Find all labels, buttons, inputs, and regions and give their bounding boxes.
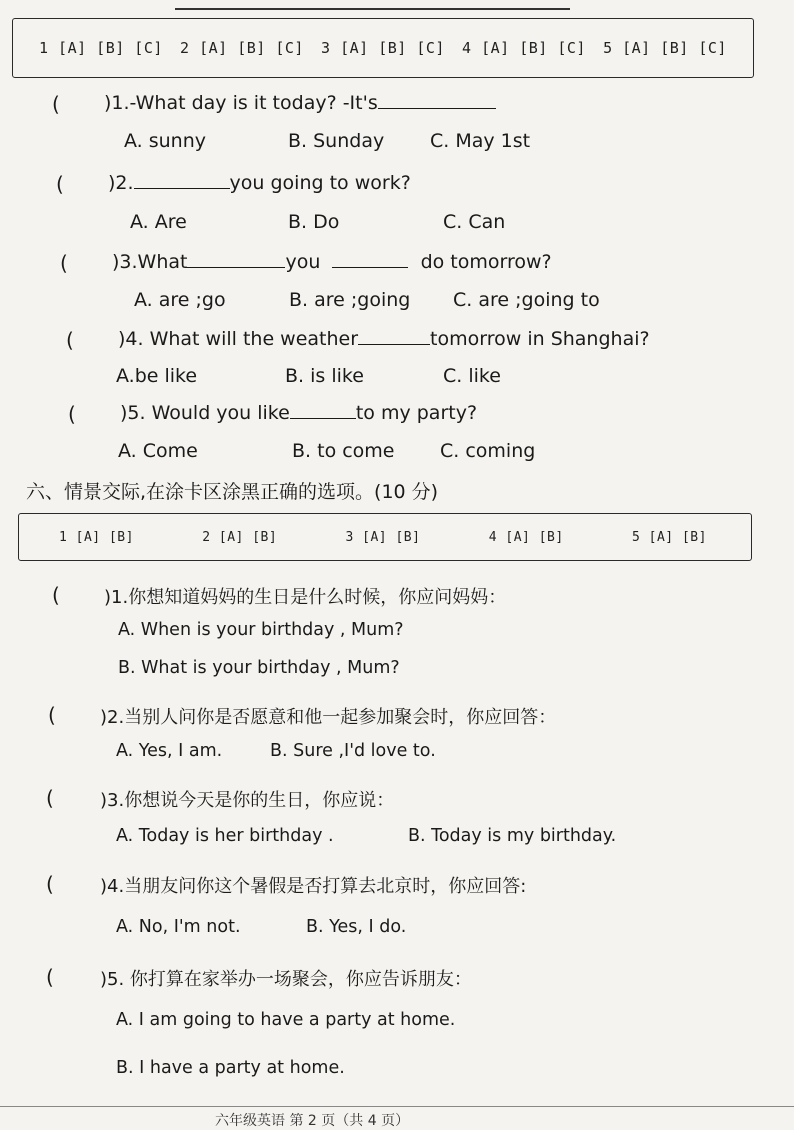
question-text: )3.What bbox=[112, 251, 188, 273]
question-5-3 bbox=[112, 251, 552, 273]
answer-slot-3[interactable]: 3 [A] [B] [C] bbox=[321, 39, 445, 57]
fill-blank[interactable] bbox=[187, 267, 285, 268]
option-b: B. to come bbox=[292, 440, 395, 462]
question-text: )1.-What day is it today? -It's bbox=[104, 92, 378, 114]
question-text: to my party? bbox=[355, 402, 478, 424]
answer-slot-4[interactable]: 4 [A] [B] bbox=[488, 529, 564, 545]
answer-slot-1[interactable]: 1 [A] [B] bbox=[59, 529, 134, 545]
answer-slot-4[interactable]: 4 [A] [B] [C] bbox=[462, 39, 586, 57]
answer-paren: ( bbox=[56, 172, 64, 196]
option-a: A. I am going to have a party at home. bbox=[116, 1010, 456, 1030]
option-b: B. Today is my birthday. bbox=[408, 826, 617, 846]
question-6-4: )4.当朋友问你这个暑假是否打算去北京时，你应回答: bbox=[100, 876, 527, 897]
answer-paren: ( bbox=[68, 402, 76, 426]
option-a: A. No, I'm not. bbox=[116, 917, 241, 937]
question-text: you bbox=[285, 251, 321, 273]
option-b: B. is like bbox=[285, 365, 364, 387]
fill-blank[interactable] bbox=[290, 418, 356, 419]
fill-blank[interactable] bbox=[332, 267, 408, 268]
page-footer: 六年级英语 第 2 页（共 4 页） bbox=[215, 1113, 410, 1129]
answer-slot-2[interactable]: 2 [A] [B] bbox=[202, 529, 278, 545]
option-a: A. Yes, I am. bbox=[116, 741, 223, 761]
question-text: you going to work? bbox=[229, 172, 411, 194]
option-a: A. When is your birthday , Mum? bbox=[118, 620, 404, 640]
question-5-4 bbox=[118, 328, 650, 350]
question-6-1: )1.你想知道妈妈的生日是什么时候，你应问妈妈： bbox=[104, 587, 507, 608]
option-a: A.be like bbox=[116, 365, 198, 387]
answer-slot-1[interactable]: 1 [A] [B] [C] bbox=[39, 39, 163, 57]
option-c: C. are ;going to bbox=[453, 289, 600, 311]
question-6-5: )5. 你打算在家举办一场聚会，你应告诉朋友： bbox=[100, 969, 472, 990]
option-b: B. Yes, I do. bbox=[306, 917, 407, 937]
fill-blank[interactable] bbox=[358, 344, 430, 345]
option-a: A. Are bbox=[130, 211, 187, 233]
answer-paren: ( bbox=[52, 92, 60, 116]
fill-blank[interactable] bbox=[134, 188, 230, 189]
answer-card-section5 bbox=[12, 18, 754, 78]
answer-slot-2[interactable]: 2 [A] [B] [C] bbox=[180, 39, 304, 57]
option-c: C. like bbox=[443, 365, 501, 387]
answer-paren: ( bbox=[48, 703, 56, 727]
section-6-heading: 六、情景交际,在涂卡区涂黑正确的选项。(10 分) bbox=[26, 481, 439, 503]
question-6-2: )2.当别人问你是否愿意和他一起参加聚会时，你应回答： bbox=[100, 707, 557, 728]
question-6-3: )3.你想说今天是你的生日，你应说： bbox=[100, 790, 395, 811]
top-rule bbox=[175, 8, 570, 10]
option-b: B. Do bbox=[288, 211, 340, 233]
option-b: B. I have a party at home. bbox=[116, 1058, 345, 1078]
option-a: A. Come bbox=[118, 440, 198, 462]
answer-paren: ( bbox=[66, 328, 74, 352]
option-c: C. coming bbox=[440, 440, 536, 462]
answer-paren: ( bbox=[46, 965, 54, 989]
option-a: A. are ;go bbox=[134, 289, 226, 311]
answer-paren: ( bbox=[60, 251, 68, 275]
question-5-5 bbox=[120, 402, 477, 424]
option-b: B. What is your birthday , Mum? bbox=[118, 658, 400, 678]
answer-paren: ( bbox=[46, 786, 54, 810]
answer-slot-5[interactable]: 5 [A] [B] [C] bbox=[603, 39, 727, 57]
fill-blank[interactable] bbox=[378, 108, 496, 109]
option-b: B. are ;going bbox=[289, 289, 411, 311]
option-a: A. sunny bbox=[124, 130, 207, 152]
option-b: B. Sure ,I'd love to. bbox=[270, 741, 436, 761]
option-c: C. May 1st bbox=[430, 130, 531, 152]
answer-paren: ( bbox=[46, 872, 54, 896]
answer-paren: ( bbox=[52, 583, 60, 607]
question-text: tomorrow in Shanghai? bbox=[430, 328, 650, 350]
answer-slot-5[interactable]: 5 [A] [B] bbox=[632, 529, 707, 545]
answer-slot-3[interactable]: 3 [A] [B] bbox=[345, 529, 421, 545]
question-text: )2. bbox=[108, 172, 134, 194]
question-text: )4. What will the weather bbox=[118, 328, 359, 350]
option-c: C. Can bbox=[443, 211, 506, 233]
option-a: A. Today is her birthday . bbox=[116, 826, 334, 846]
question-text: do tomorrow? bbox=[420, 251, 552, 273]
question-5-1 bbox=[104, 92, 496, 114]
answer-card-section6 bbox=[18, 513, 752, 561]
question-5-2 bbox=[108, 172, 411, 194]
question-text: )5. Would you like bbox=[120, 402, 290, 424]
option-b: B. Sunday bbox=[288, 130, 385, 152]
footer-rule bbox=[0, 1106, 794, 1107]
